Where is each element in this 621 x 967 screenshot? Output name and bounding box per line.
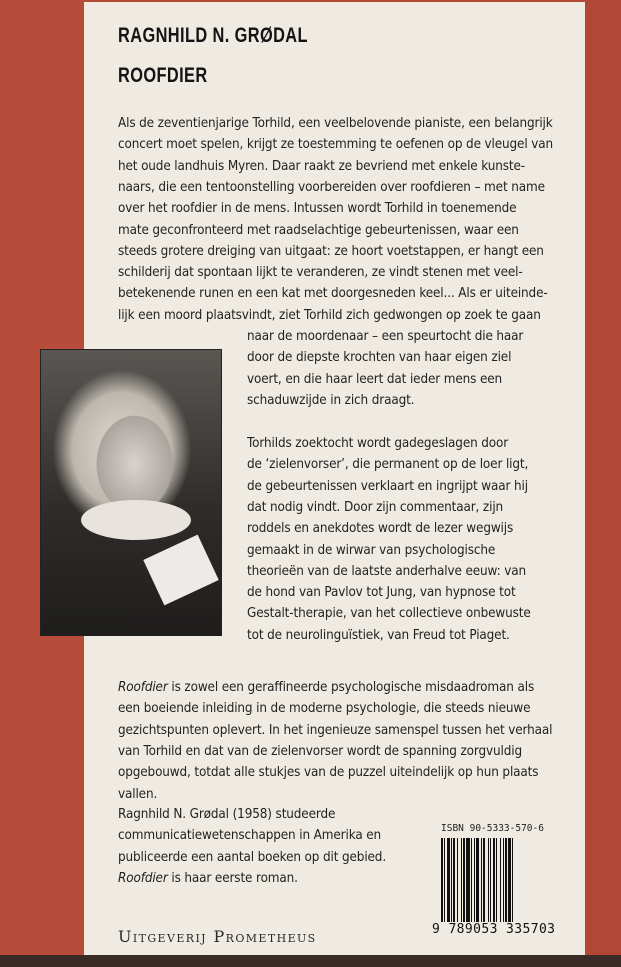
italic-title: Roofdier	[118, 870, 168, 886]
paragraph-1-line: over het roofdier in de mens. Intussen wordt Torhild in toenemende	[118, 201, 517, 217]
bottom-edge	[0, 955, 621, 967]
author-photo	[40, 349, 222, 636]
paragraph-2-line: de hond van Pavlov tot Jung, van hypnose tot	[247, 585, 516, 601]
italic-title: Roofdier	[118, 680, 168, 695]
barcode-number: 9 789053 335703	[432, 922, 556, 937]
paragraph-2-line: dat nodig vindt. Door zijn commentaar, zijn	[247, 499, 504, 515]
isbn-label: ISBN 90-5333-570-6	[441, 823, 544, 834]
paragraph-1-line: mate geconfronteerd met raadselachtige gebeurtenissen, waar een	[118, 222, 519, 238]
paragraph-1-line: naars, die een tentoonstelling voorbereiden over roofdieren – met name	[118, 179, 545, 195]
paragraph-2-line: Gestalt-therapie, van het collectieve onbewuste	[247, 606, 531, 622]
paragraph-2-line: de ‘zielenvorser’, die permanent op de loer ligt,	[247, 457, 529, 473]
paragraph-3-line: een boeiende inleiding in de moderne psychologie, die steeds nieuwe	[118, 701, 531, 717]
bio-line: Ragnhild N. Grødal (1958) studeerde	[118, 807, 336, 822]
line-text: is haar eerste roman.	[167, 870, 298, 886]
paragraph-1-line: door de diepste krochten van haar eigen ziel	[247, 350, 512, 366]
paragraph-2-line: tot de neurolinguïstiek, van Freud tot Piaget.	[247, 627, 510, 643]
paragraph-3-line: vallen.	[118, 786, 158, 802]
paragraph-1-line: Als de zeventienjarige Torhild, een veelbelovende pianiste, een belangrijk	[118, 116, 553, 131]
paragraph-3-line: opgebouwd, totdat alle stukjes van de puzzel uiteindelijk op hun plaats	[118, 765, 539, 781]
paragraph-1-line: schaduwzijde in zich draagt.	[247, 392, 415, 408]
author-name: RAGNHILD N. GRØDAL	[118, 24, 308, 47]
paragraph-1-line: voert, en die haar leert dat ieder mens een	[247, 371, 503, 387]
paragraph-3-line: gezichtspunten oplevert. In het ingenieuze samenspel tussen het verhaal	[118, 722, 553, 738]
book-title: ROOFDIER	[118, 64, 208, 87]
barcode	[441, 838, 573, 922]
paragraph-2-line: de gebeurtenissen verklaart en ingrijpt waar hij	[247, 478, 528, 494]
paragraph-3-line: van Torhild en dat van de zielenvorser wordt de spanning zorgvuldig	[118, 743, 522, 759]
line-text: is zowel een geraffineerde psychologische misdaadroman als	[167, 680, 535, 695]
bio-line: publiceerde een aantal boeken op dit gebied.	[118, 849, 387, 865]
paragraph-1-line: naar de moordenaar – een speurtocht die haar	[247, 329, 524, 344]
publisher-name: Uitgeverij Prometheus	[118, 927, 317, 946]
paragraph-2-line: theorieën van de laatste anderhalve eeuw: van	[247, 563, 526, 579]
red-border-right	[585, 0, 621, 967]
bio-line: communicatiewetenschappen in Amerika en	[118, 828, 382, 844]
paragraph-1-line: concert moet spelen, krijgt ze toestemming te oefenen op de vleugel van	[118, 137, 554, 153]
paragraph-2-line: Torhilds zoektocht wordt gadegeslagen door	[247, 436, 509, 451]
paragraph-1-line: steeds grotere dreiging van uitgaat: ze hoort voetstappen, er hangt een	[118, 243, 544, 259]
paragraph-1-line: het oude landhuis Myren. Daar raakt ze bevriend met enkele kunste-	[118, 158, 525, 174]
paragraph-1-line: betekenende runen en een kat met doorgesneden keel... Als er uiteinde-	[118, 286, 548, 302]
paragraph-1-line: lijk een moord plaatsvindt, ziet Torhild zich gedwongen op zoek te gaan	[118, 307, 541, 323]
paragraph-2-line: gemaakt in de wirwar van psychologische	[247, 542, 496, 558]
barcode-bar	[513, 838, 515, 922]
paragraph-1-line: schilderij dat spontaan lijkt te veranderen, ze vindt stenen met veel-	[118, 265, 523, 281]
bio-line	[118, 871, 298, 886]
paragraph-2-line: roddels en anekdotes wordt de lezer wegwijs	[247, 521, 514, 537]
paragraph-3-line	[118, 680, 534, 695]
